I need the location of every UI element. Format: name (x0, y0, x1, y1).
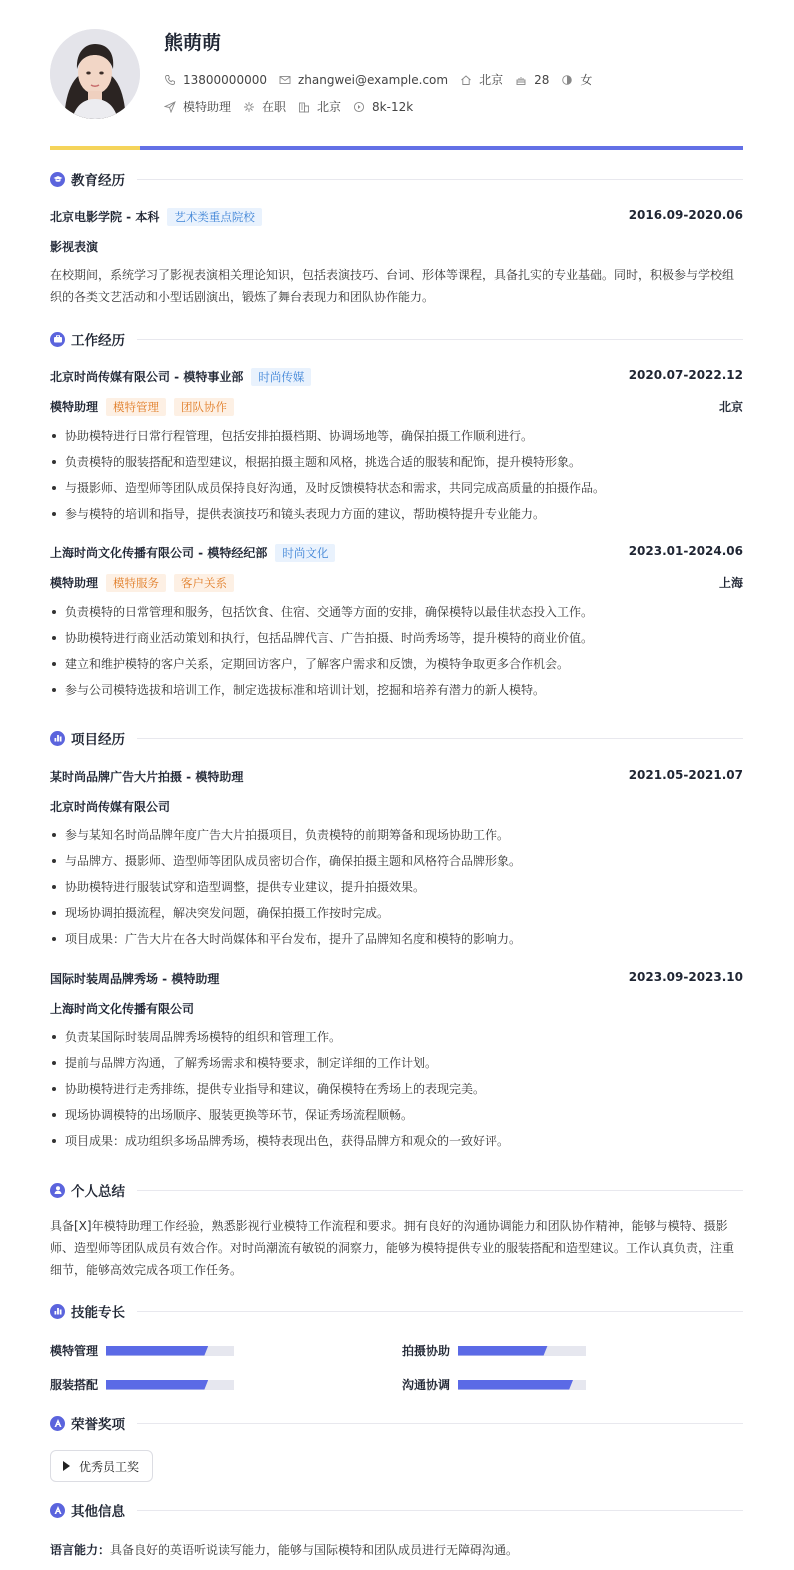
other-info (50, 1541, 518, 1558)
work-bullets (50, 423, 743, 527)
list-item: 现场协调模特的出场顺序、服装更换等环节，保证秀场流程顺畅。 (50, 1102, 743, 1128)
skill-bar-fill (458, 1346, 548, 1356)
send-icon (164, 101, 176, 113)
work-title: 北京时尚传媒有限公司 - 模特事业部 (50, 370, 244, 384)
phone-text: 13800000000 (183, 72, 267, 87)
list-item: 与品牌方、摄影师、造型师等团队成员密切合作，确保拍摄主题和风格符合品牌形象。 (50, 848, 743, 874)
education-major: 影视表演 (50, 240, 99, 254)
section-projects (50, 729, 743, 747)
salary-text: 8k-12k (372, 99, 414, 114)
section-title: 项目经历 (71, 732, 125, 748)
money-icon (353, 101, 365, 113)
briefcase-icon (50, 332, 65, 347)
list-item: 建立和维护模特的客户关系，定期回访客户，了解客户需求和反馈，为模特争取更多合作机会。 (50, 651, 743, 677)
work-location: 上海 (718, 576, 743, 590)
skill-bar (458, 1346, 586, 1356)
project-title: 国际时装周品牌秀场 - 模特助理 (50, 972, 220, 986)
job-intent-row (164, 98, 425, 115)
list-item: 参与模特的培训和指导，提供表演技巧和镜头表现力方面的建议，帮助模特提升专业能力。 (50, 501, 743, 527)
status-item (243, 98, 286, 115)
award-chip[interactable] (50, 1450, 153, 1482)
target-city-item (298, 98, 341, 115)
skill-item (402, 1342, 586, 1359)
skill-bar-fill (106, 1380, 208, 1390)
section-title: 技能专长 (71, 1305, 125, 1321)
skill-name: 模特管理 (50, 1344, 99, 1358)
header-divider (50, 146, 743, 150)
cake-icon (515, 74, 527, 86)
section-awards (50, 1414, 743, 1432)
list-item: 与摄影师、造型师等团队成员保持良好沟通，及时反馈模特状态和需求，共同完成高质量的拍摄作品。 (50, 475, 743, 501)
salary-item (353, 100, 413, 114)
gender-text: 女 (580, 73, 593, 87)
project-date: 2023.09-2023.10 (628, 970, 743, 984)
phone-item (164, 73, 267, 87)
skill-name: 沟通协调 (402, 1378, 451, 1392)
work-role (50, 398, 234, 416)
gender-item (561, 71, 592, 88)
list-item: 协助模特进行日常行程管理，包括安排拍摄档期、协调场地等，确保拍摄工作顺利进行。 (50, 423, 743, 449)
section-skills (50, 1302, 743, 1320)
project-bullets (50, 822, 743, 952)
age-item (515, 73, 549, 87)
building-icon (298, 101, 310, 113)
work-date: 2023.01-2024.06 (628, 544, 743, 558)
project-title: 某时尚品牌广告大片拍摄 - 模特助理 (50, 770, 244, 784)
skill-bar-fill (106, 1346, 208, 1356)
work-company (50, 544, 335, 562)
list-item: 现场协调拍摄流程，解决突发问题，确保拍摄工作按时完成。 (50, 900, 743, 926)
status-text: 在职 (262, 100, 287, 114)
city-text: 北京 (479, 73, 504, 87)
project-date: 2021.05-2021.07 (628, 768, 743, 782)
skill-bar (458, 1380, 586, 1390)
work-role-text: 模特助理 (50, 400, 99, 414)
play-icon (63, 1461, 70, 1471)
work-industry-tag: 时尚传媒 (251, 368, 311, 386)
section-title: 个人总结 (71, 1184, 125, 1200)
award-icon (50, 1416, 65, 1431)
list-item: 协助模特进行商业活动策划和执行，包括品牌代言、广告拍摄、时尚秀场等，提升模特的商业价值。 (50, 625, 743, 651)
work-skill-tag: 模特服务 (106, 574, 166, 592)
home-icon (460, 74, 472, 86)
email-text: zhangwei@example.com (297, 72, 449, 87)
work-industry-tag: 时尚文化 (275, 544, 335, 562)
list-item: 协助模特进行服装试穿和造型调整，提供专业建议，提升拍摄效果。 (50, 874, 743, 900)
work-role (50, 574, 234, 592)
project-bullets (50, 1024, 743, 1154)
other-text: 具备良好的英语听说读写能力，能够与国际模特和团队成员进行无障碍沟通。 (110, 1543, 519, 1557)
skill-bar (106, 1346, 234, 1356)
list-item: 负责某国际时装周品牌秀场模特的组织和管理工作。 (50, 1024, 743, 1050)
skill-item (50, 1376, 234, 1393)
summary-text: 具备[X]年模特助理工作经验，熟悉影视行业模特工作流程和要求。拥有良好的沟通协调能力和团队协作精神，能够与模特、摄影师、造型师等团队成员有效合作。对时尚潮流有敏锐的洞察力，能够为模特提供专业的服装搭配和造型建议。工作认真负责，注重细节，能够高效完成各项工作任务。 (50, 1219, 735, 1277)
work-skill-tag: 团队协作 (174, 398, 234, 416)
list-item: 参与某知名时尚品牌年度广告大片拍摄项目，负责模特的前期筹备和现场协助工作。 (50, 822, 743, 848)
work-skill-tag: 模特管理 (106, 398, 166, 416)
skill-name: 服装搭配 (50, 1378, 99, 1392)
education-description: 在校期间，系统学习了影视表演相关理论知识，包括表演技巧、台词、形体等课程，具备扎实的专业基础。同时，积极参与学校组织的各类文艺活动和小型话剧演出，锻炼了舞台表现力和团队协作能力。 (50, 268, 735, 304)
skill-item (50, 1342, 234, 1359)
school-title: 北京电影学院 - 本科 (50, 210, 160, 224)
city-item (460, 71, 503, 88)
education-school (50, 208, 262, 226)
work-company (50, 368, 311, 386)
gender-icon (561, 74, 573, 86)
list-item: 协助模特进行走秀排练，提供专业指导和建议，确保模特在秀场上的表现完美。 (50, 1076, 743, 1102)
graduation-cap-icon (50, 172, 65, 187)
candidate-name: 熊萌萌 (164, 32, 222, 54)
other-label: 语言能力： (50, 1543, 111, 1557)
list-item: 项目成果：成功组织多场品牌秀场，模特表现出色，获得品牌方和观众的一致好评。 (50, 1128, 743, 1154)
list-item: 负责模特的日常管理和服务，包括饮食、住宿、交通等方面的安排，确保模特以最佳状态投入工作。 (50, 599, 743, 625)
age-text: 28 (534, 72, 550, 87)
target-city-text: 北京 (317, 100, 342, 114)
section-title: 其他信息 (71, 1504, 125, 1520)
section-title: 工作经历 (71, 333, 125, 349)
section-work (50, 330, 743, 348)
skill-item (402, 1376, 586, 1393)
position-text: 模特助理 (183, 100, 232, 114)
section-education (50, 170, 743, 188)
status-icon (243, 101, 255, 113)
work-skill-tag: 客户关系 (174, 574, 234, 592)
work-title: 上海时尚文化传播有限公司 - 模特经纪部 (50, 546, 268, 560)
section-title: 荣誉奖项 (71, 1417, 125, 1433)
skill-bar (106, 1380, 234, 1390)
email-item (279, 73, 448, 87)
phone-icon (164, 74, 176, 86)
award-icon (50, 1503, 65, 1518)
mail-icon (279, 74, 291, 86)
list-item: 负责模特的服装搭配和造型建议，根据拍摄主题和风格，挑选合适的服装和配饰，提升模特形象。 (50, 449, 743, 475)
avatar (50, 29, 140, 119)
section-other (50, 1501, 743, 1519)
project-company: 北京时尚传媒有限公司 (50, 800, 171, 814)
skill-bar-fill (458, 1380, 573, 1390)
list-item: 参与公司模特选拔和培训工作，制定选拔标准和培训计划，挖掘和培养有潜力的新人模特。 (50, 677, 743, 703)
bar-chart-icon (50, 1304, 65, 1319)
education-date: 2016.09-2020.06 (628, 208, 743, 222)
school-tag: 艺术类重点院校 (167, 208, 262, 226)
award-label: 优秀员工奖 (79, 1459, 140, 1474)
section-summary (50, 1181, 743, 1199)
user-icon (50, 1183, 65, 1198)
work-date: 2020.07-2022.12 (628, 368, 743, 382)
work-location: 北京 (718, 400, 743, 414)
list-item: 项目成果：广告大片在各大时尚媒体和平台发布，提升了品牌知名度和模特的影响力。 (50, 926, 743, 952)
skill-name: 拍摄协助 (402, 1344, 451, 1358)
bar-chart-icon (50, 731, 65, 746)
list-item: 提前与品牌方沟通，了解秀场需求和模特要求，制定详细的工作计划。 (50, 1050, 743, 1076)
contact-row (164, 71, 604, 88)
work-bullets (50, 599, 743, 703)
section-title: 教育经历 (71, 173, 125, 189)
work-role-text: 模特助理 (50, 576, 99, 590)
project-company: 上海时尚文化传播有限公司 (50, 1002, 195, 1016)
position-item (164, 98, 231, 115)
